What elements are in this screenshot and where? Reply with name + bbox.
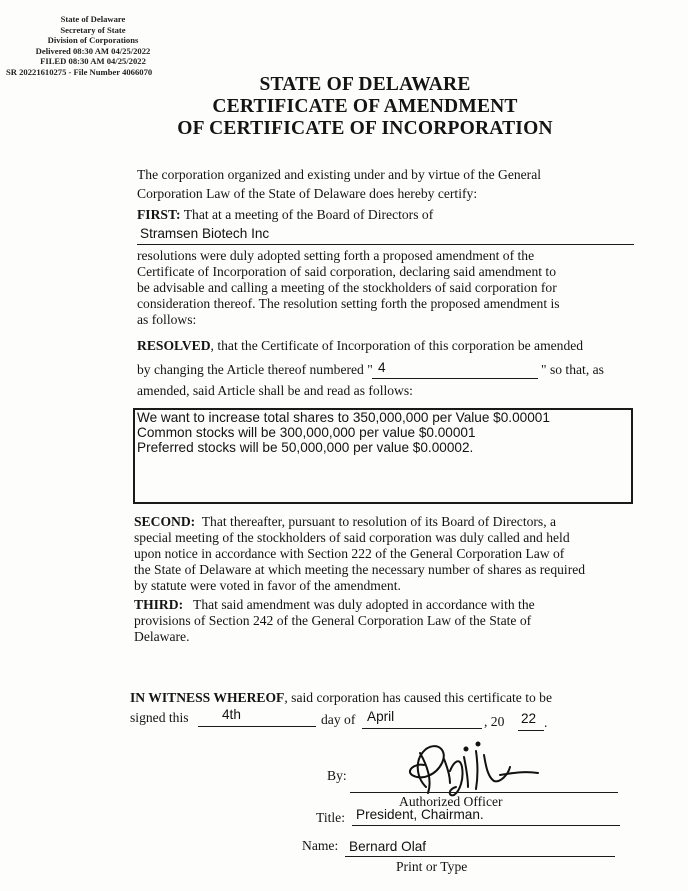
resolved-line-2b: " so that, as bbox=[541, 362, 604, 377]
title-underline bbox=[352, 825, 620, 826]
resolved-line-1 bbox=[137, 338, 583, 354]
article-number: 4 bbox=[378, 360, 386, 375]
company-name: Stramsen Biotech Inc bbox=[140, 226, 270, 241]
signature-line bbox=[350, 792, 618, 793]
intro-line-1: The corporation organized and existing under and by virtue of the General bbox=[137, 167, 542, 182]
first-line-1: resolutions were duly adopted setting forth a proposed amendment of the bbox=[137, 248, 535, 263]
witness-label: IN WITNESS WHEREOF bbox=[130, 690, 285, 705]
day-underline bbox=[198, 726, 316, 727]
first-heading bbox=[137, 207, 433, 223]
second-line-1 bbox=[134, 514, 556, 530]
third-line-3: Delaware. bbox=[134, 629, 190, 644]
second-label: SECOND: bbox=[134, 514, 196, 529]
amendment-line-2: Common stocks will be 300,000,000 per value $0.00001 bbox=[137, 425, 476, 440]
name-value: Bernard Olaf bbox=[349, 839, 427, 854]
filing-stamp bbox=[8, 14, 178, 78]
second-line-3: upon notice in accordance with Section 222 of the General Corporation Law of bbox=[134, 546, 565, 561]
first-text: That at a meeting of the Board of Directors of bbox=[183, 207, 434, 222]
amendment-line-1: We want to increase total shares to 350,000,000 per Value $0.00001 bbox=[137, 410, 550, 425]
first-line-2: Certificate of Incorporation of said corporation, declaring said amendment to bbox=[137, 264, 556, 279]
handwritten-signature bbox=[398, 737, 548, 799]
intro-line-2: Corporation Law of the State of Delaware does hereby certify: bbox=[137, 186, 478, 201]
title-line-2: CERTIFICATE OF AMENDMENT bbox=[212, 96, 518, 117]
company-underline bbox=[137, 244, 634, 245]
year-prefix: , 20 bbox=[484, 714, 505, 729]
amendment-line-3: Preferred stocks will be 50,000,000 per value $0.00002. bbox=[137, 440, 474, 455]
witness-text: , said corporation has caused this certificate to be bbox=[284, 690, 552, 705]
witness-line-1 bbox=[130, 690, 552, 706]
month-value: April bbox=[367, 709, 395, 724]
authorized-officer-caption: Authorized Officer bbox=[399, 794, 503, 809]
second-line-5: by statute were voted in favor of the amendment. bbox=[134, 578, 401, 593]
by-label: By: bbox=[327, 768, 347, 783]
third-line-2: provisions of Section 242 of the General Corporation Law of the State of bbox=[134, 613, 532, 628]
stamp-file-number: SR 20221610275 - File Number 4066070 bbox=[6, 66, 153, 77]
stamp-line: State of Delaware bbox=[60, 14, 126, 24]
second-line-4: the State of Delaware at which meeting the necessary number of shares as required bbox=[134, 562, 586, 577]
resolved-line-2a: by changing the Article thereof numbered " bbox=[137, 362, 373, 377]
first-label: FIRST: bbox=[137, 207, 181, 222]
article-number-underline bbox=[372, 378, 538, 379]
first-line-5: as follows: bbox=[137, 312, 197, 327]
year-period: . bbox=[544, 715, 548, 730]
day-of-label: day of bbox=[321, 712, 356, 727]
resolved-line-3: amended, said Article shall be and read as follows: bbox=[137, 383, 413, 398]
third-label: THIRD: bbox=[134, 597, 184, 612]
stamp-line: FILED 08:30 AM 04/25/2022 bbox=[40, 56, 146, 67]
second-text: That thereafter, pursuant to resolution of its Board of Directors, a bbox=[201, 514, 557, 529]
day-value: 4th bbox=[222, 707, 241, 722]
year-underline bbox=[518, 730, 544, 731]
title-label: Title: bbox=[316, 810, 345, 825]
amendment-text-box bbox=[133, 408, 633, 504]
stamp-line: Secretary of State bbox=[60, 24, 126, 35]
stamp-line: Division of Corporations bbox=[47, 35, 139, 46]
resolved-label: RESOLVED bbox=[137, 338, 211, 353]
title-value: President, Chairman. bbox=[356, 807, 484, 822]
title-line-3: OF CERTIFICATE OF INCORPORATION bbox=[177, 118, 553, 139]
first-line-3: be advisable and calling a meeting of the stockholders of said corporation for bbox=[137, 280, 557, 295]
year-value: 22 bbox=[521, 711, 537, 726]
title-line-1: STATE OF DELAWARE bbox=[259, 74, 471, 95]
name-label: Name: bbox=[302, 838, 339, 853]
print-or-type-caption: Print or Type bbox=[396, 859, 468, 874]
third-text: That said amendment was duly adopted in accordance with the bbox=[193, 597, 535, 612]
signed-this-label: signed this bbox=[130, 710, 189, 725]
month-underline bbox=[362, 728, 482, 729]
second-line-2: special meeting of the stockholders of said corporation was duly called and held bbox=[134, 530, 570, 545]
resolved-text: , that the Certificate of Incorporation of this corporation be amended bbox=[210, 338, 584, 353]
first-line-4: consideration thereof. The resolution setting forth the proposed amendment is bbox=[137, 296, 560, 311]
stamp-line: Delivered 08:30 AM 04/25/2022 bbox=[35, 45, 151, 56]
third-line-1 bbox=[134, 597, 535, 613]
name-underline bbox=[345, 856, 615, 857]
